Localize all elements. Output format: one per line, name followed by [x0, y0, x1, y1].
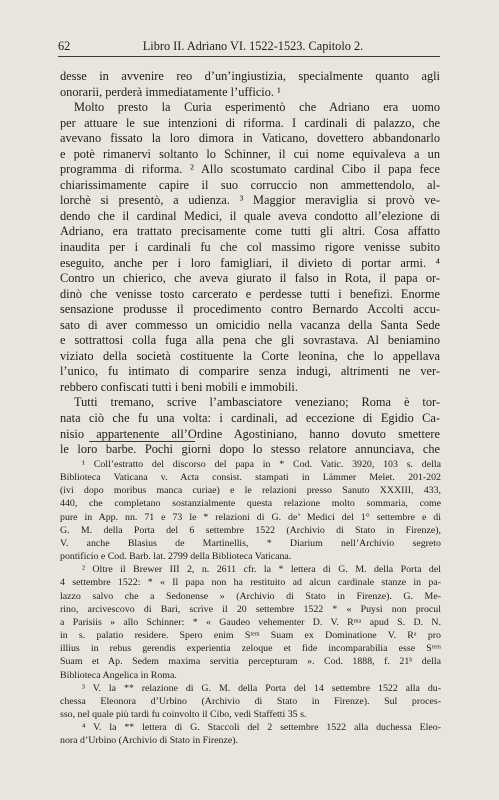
text-line: dendo che il cardinal Medici, il quale aveva condotto all’elezione di: [60, 208, 440, 223]
text-line: sensazione produsse il procedimento contro Bernardo Accolti accu-: [60, 302, 440, 317]
text-line: Contro un chierico, che aveva giurato il falso in Rota, il papa or-: [60, 271, 440, 286]
footnote-line: lazzo salvo che a Sedonense » (Archivio di Stato in Firenze). G. Me-: [60, 590, 441, 602]
footnote-line: rino, arcivescovo di Bari, scrive il 20 settembre 1522 * « Puysi non procul: [60, 603, 441, 615]
footnote-line: Suam et Ap. Sedem maxima servitia percepturam ». Cod. 1888, f. 21ᵇ della: [60, 656, 441, 668]
text-line: le loro barbe. Pochi giorni dopo lo stesso relatore annunciava, che: [60, 442, 440, 457]
running-title: Libro II. Adriano VI. 1522-1523. Capitolo 2.: [142, 39, 364, 53]
footnote-line: 4 settembre 1522: * « Il papa non ha restituito ad alcun cardinale stanze in pa-: [60, 577, 441, 589]
header-rule: [58, 56, 440, 57]
text-line: sato di aver commesso un omicidio nella vacanza della Santa Sede: [60, 317, 440, 332]
footnote-line: illius in rebus gerendis experientia zeloque et fide incomparabilia esse Sᵗᵉᵐ: [60, 643, 441, 655]
text-line: desse in avvenire reo d’un’ingiustizia, specialmente quanto agli: [60, 69, 440, 83]
text-line: programma di riforma. ² Allo scostumato cardinal Cibo il papa fece: [60, 162, 440, 177]
footnote-line: ⁴ V. la ** lettera di G. Staccoli del 2 settembre 1522 alla duchessa Eleo-: [82, 722, 441, 734]
footnote-line: sso, nel quale più tardi fu coinvolto il Cibo, vedi Staffetti 35 s.: [60, 708, 307, 720]
footnote-line: ³ V. la ** relazione di G. M. della Porta del 14 settembre 1522 alla du-: [82, 682, 441, 694]
footnote-line: in s. palatio residere. Spero enim Sᵗᵉᵐ Suam ex Dominatione V. Rᵃ pro: [60, 630, 441, 642]
footnote-line: nora d’Urbino (Archivio di Stato in Firenze).: [60, 735, 238, 747]
text-line: nata ciò che fu una volta: i cardinali, ad eccezione di Egidio Ca-: [60, 411, 440, 426]
text-line: Molto presto la Curia esperimentò che Adriano era uomo: [74, 100, 440, 115]
footnotes: [60, 458, 441, 747]
footnote-line: 440, che completano sostanzialmente questa relazione molto sommaria, come: [60, 498, 441, 510]
page-number: 62: [58, 39, 71, 53]
footnote-line: Biblioteca Vaticana v. Acta consist. stampati in Lämmer Melet. 201-202: [60, 472, 441, 484]
text-line: e sottrattosi colla fuga alla pena che gli sovrastava. Al beniamino: [60, 333, 440, 348]
footnote-line: (ivi dopo moribus manca curiae) e le relazioni presso Sanuto XXXIII, 433,: [60, 485, 441, 497]
footnote-line: ¹ Coll’estratto del discorso del papa in * Cod. Vatic. 3920, 103 s. della: [82, 459, 441, 470]
footnote-line: V. anche Blasius de Martinellis, * Diarium nell’Archivio segreto: [60, 537, 441, 549]
main-text: [60, 69, 440, 458]
footnote-rule: [89, 441, 195, 442]
text-line: avevano fissato la loro dimora in Vaticano, dovettero abbandonarlo: [60, 131, 440, 146]
footnote-line: ² Oltre il Brewer III 2, n. 2611 cfr. la * lettera di G. M. della Porta del: [82, 564, 441, 576]
text-line: lorchè si presentò, a udienza. ³ Maggior meraviglia si provò ve-: [60, 193, 440, 208]
text-line: Tutti tremano, scrive l’ambasciatore veneziano; Roma è tor-: [74, 395, 440, 410]
text-line: Adriano, era trattato precisamente come tutti gli altri. Cosa affatto: [60, 224, 440, 239]
text-line: rebbero confiscati tutti i beni mobili e immobili.: [60, 379, 298, 394]
text-line: chiarissimamente capire il suo corruccio non ammettendolo, al-: [60, 177, 440, 192]
text-line: e potè rimanervi soltanto lo Schinner, il cui nome equivaleva a un: [60, 146, 440, 161]
text-line: dinò che venisse tosto carcerato e perdesse tutti i benefizi. Enorme: [60, 286, 440, 301]
footnote-line: pure in App. nn. 71 e 73 le * relazioni di G. de’ Medici del 1° settembre e di: [60, 511, 441, 523]
footnote-line: Biblioteca Angelica in Roma.: [60, 669, 177, 681]
footnote-line: pontificio e Cod. Barb. lat. 2799 della Biblioteca Vaticana.: [60, 551, 292, 563]
text-line: onorarii, perderà immediatamente l’ufficio. ¹: [60, 84, 281, 99]
text-line: per attuare le sue intenzioni di riforma. I cardinali di palazzo, che: [60, 115, 440, 130]
text-line: eseguito, anche per i loro famigliari, il divieto di portar armi. ⁴: [60, 255, 440, 270]
footnote-line: G. M. della Porta del 6 settembre 1522 (Archivio di Stato in Firenze),: [60, 524, 441, 536]
text-line: nisio appartenente all’Ordine Agostiniano, hanno dovuto smettere: [60, 426, 440, 441]
text-line: viziato della società costituente la Corte leonina, che lo appellava: [60, 348, 440, 363]
text-line: inaudita per i cardinali fu che col massimo rigore venisse subito: [60, 240, 440, 255]
footnote-line: a Parisiis » allo Schinner: * « Gaudeo vehementer D. V. Rᵐᵃ apud S. D. N.: [60, 616, 441, 628]
text-line: l’unico, fu intimato di comparire senza indugi, altrimenti ne ver-: [60, 364, 440, 379]
footnote-line: chessa Eleonora d’Urbino (Archivio di Stato in Firenze). Sul proces-: [60, 695, 441, 707]
page-header: [58, 38, 440, 54]
